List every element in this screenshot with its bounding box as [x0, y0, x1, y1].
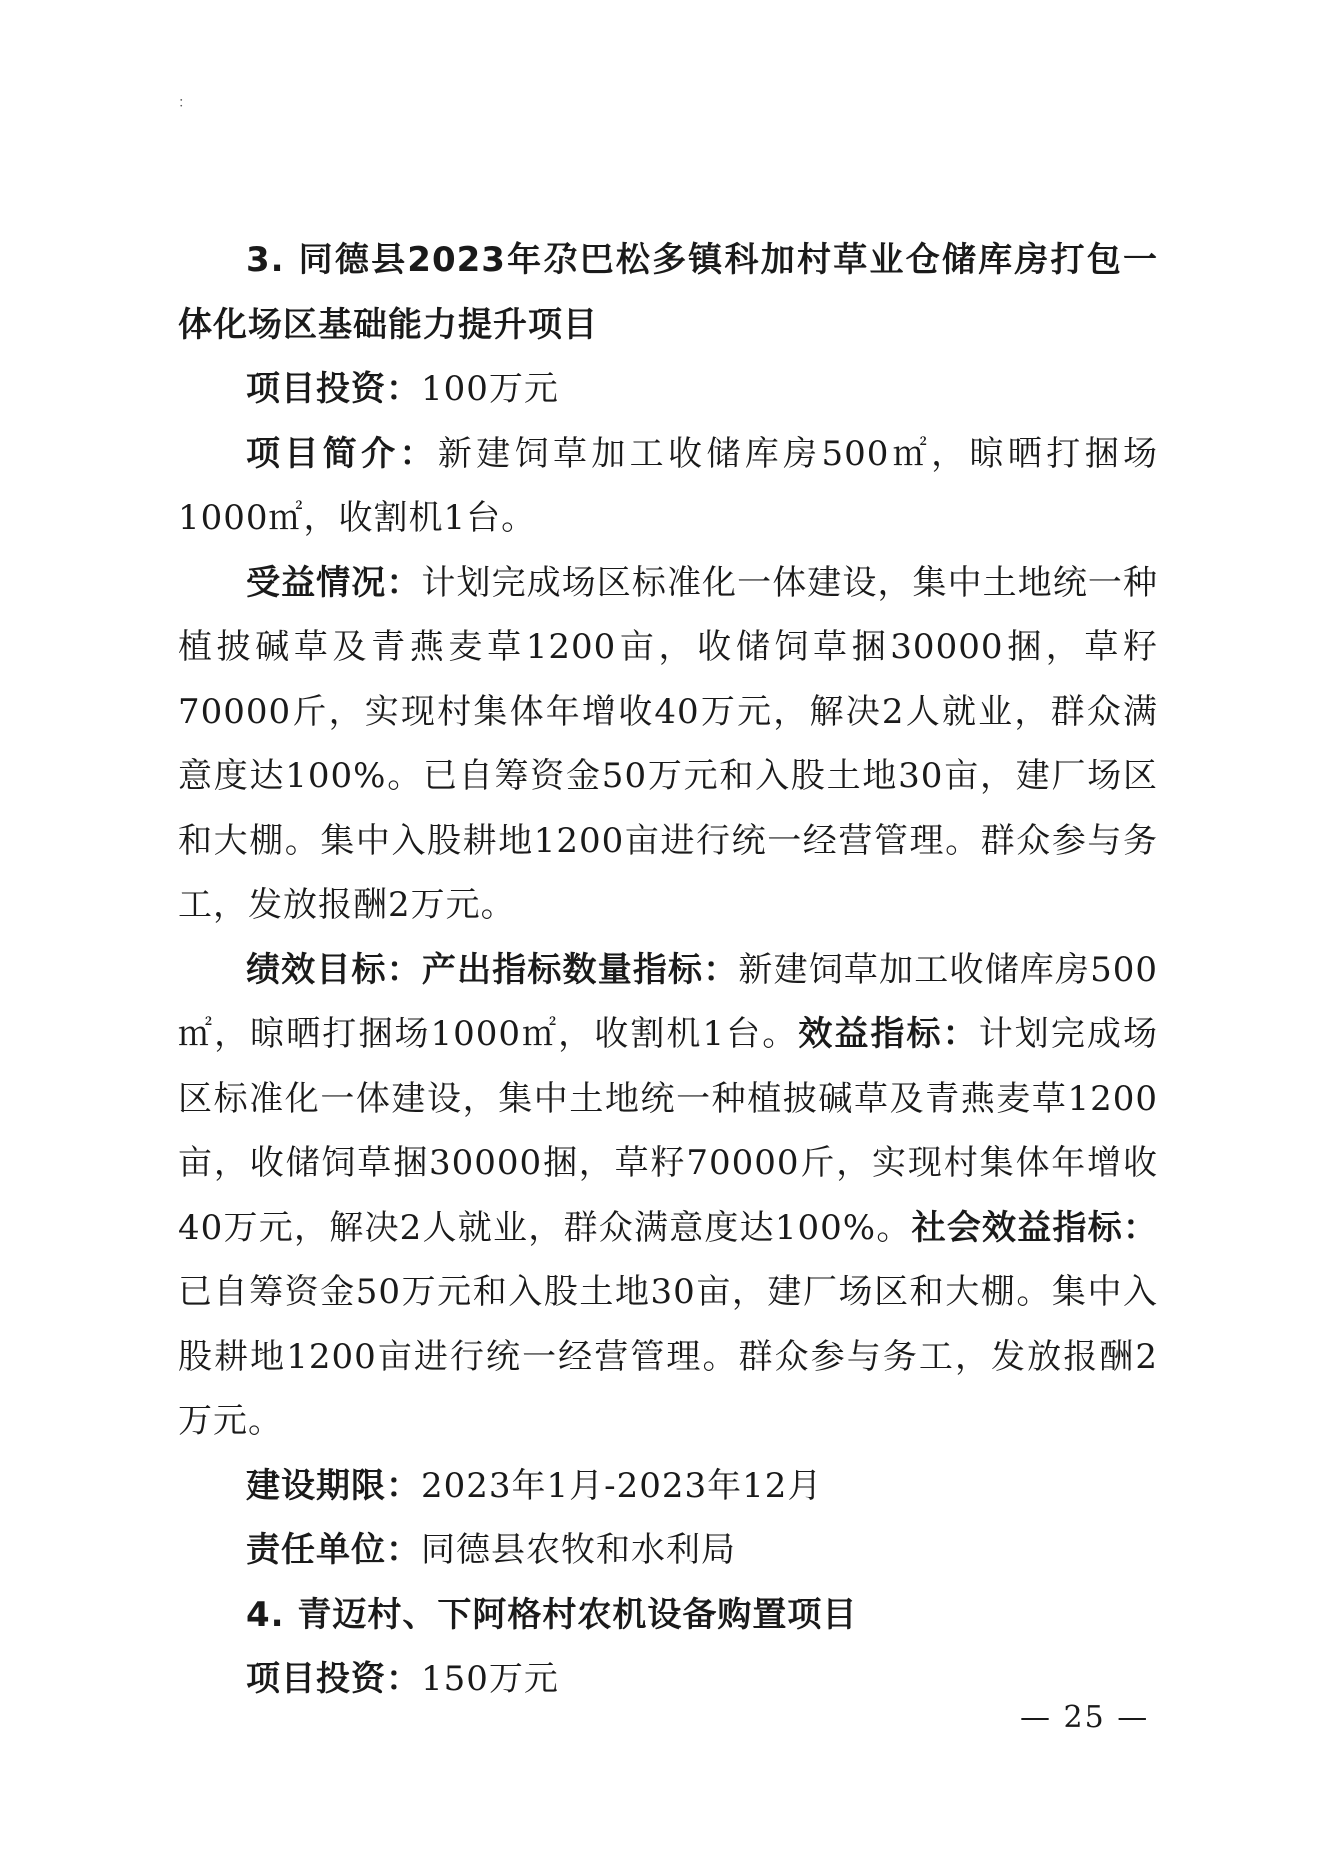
intro-value: 新建饲草加工收储库房500㎡，晾晒打捆场1000㎡，收割机1台。 [178, 433, 1158, 538]
section-3-period [178, 1454, 1158, 1519]
benefit-indicator-label: 效益指标： [798, 1014, 979, 1054]
output-indicator-label: 产出指标数量指标： [421, 949, 739, 990]
section-3-intro [178, 422, 1158, 551]
benefit-label: 受益情况： [246, 562, 422, 603]
performance-label: 绩效目标： [246, 949, 422, 990]
social-indicator-value: 已自筹资金50万元和入股土地30亩，建厂场区和大棚。集中入股耕地1200亩进行统一经营管理。群众参与务工，发放报酬2万元。 [178, 1272, 1158, 1441]
section-3-benefit [178, 551, 1158, 938]
unit-value: 同德县农牧和水利局 [421, 1530, 736, 1570]
investment-label: 项目投资： [246, 1659, 421, 1699]
section-3-unit [178, 1518, 1158, 1583]
document-body [178, 228, 1158, 1712]
section-3-title: 3. 同德县2023年尕巴松多镇科加村草业仓储库房打包一体化场区基础能力提升项目 [178, 240, 1158, 345]
unit-label: 责任单位： [246, 1530, 421, 1570]
benefit-value: 计划完成场区标准化一体建设，集中土地统一种植披碱草及青燕麦草1200亩，收储饲草捆30000捆，草籽70000斤，实现村集体年增收40万元，解决2人就业，群众满意度达100%。已自筹资金50万元和入股土地30亩，建厂场区和大棚。集中入股耕地1200亩进行统一经营管理。群众参与务工，发放报酬2万元。 [178, 562, 1159, 925]
investment-value: 150万元 [421, 1659, 559, 1699]
page-number: — 25 — [1020, 1700, 1150, 1735]
benefit-indicator-value: 计划完成场区标准化一体建设，集中土地统一种植披碱草及青燕麦草1200亩，收储饲草捆30000捆，草籽70000斤，实现村集体年增收40万元，解决2人就业，群众满意度达100%。 [178, 1014, 1158, 1248]
section-4-investment [178, 1647, 1158, 1712]
intro-label: 项目简介： [246, 433, 438, 474]
section-4-title: 4. 青迈村、下阿格村农机设备购置项目 [246, 1594, 858, 1635]
period-label: 建设期限： [246, 1465, 421, 1506]
output-indicator-value: 新建饲草加工收储库房500㎡，晾晒打捆场1000㎡，收割机1台。 [178, 949, 1159, 1054]
investment-label: 项目投资： [246, 369, 421, 409]
investment-value: 100万元 [421, 369, 559, 409]
corner-mark: ： [178, 95, 192, 111]
period-value: 2023年1月-2023年12月 [421, 1465, 823, 1506]
section-3-performance [178, 938, 1158, 1454]
section-3-investment [178, 357, 1158, 422]
social-indicator-label: 社会效益指标： [911, 1207, 1158, 1248]
